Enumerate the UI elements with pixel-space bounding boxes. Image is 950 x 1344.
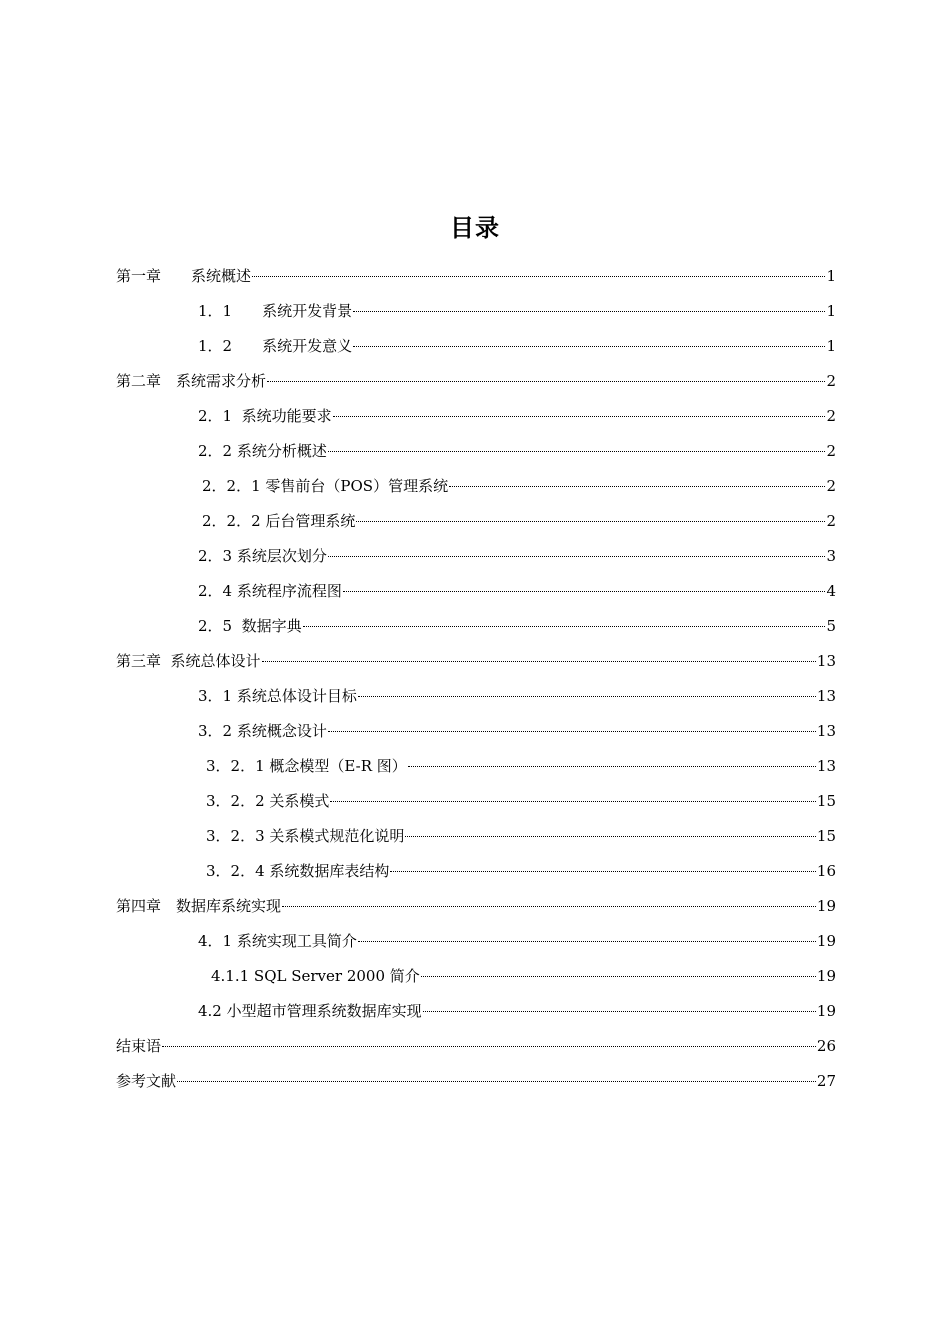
toc-entry-page-number: 3 (826, 547, 836, 565)
toc-entry-chapter-2[interactable] (116, 369, 836, 393)
toc-dot-leader (162, 1046, 816, 1047)
toc-dot-leader (408, 766, 816, 767)
toc-entry-chapter-4[interactable] (116, 894, 836, 918)
toc-entry-4-1[interactable] (198, 929, 836, 953)
toc-entry-page-number: 19 (816, 897, 836, 915)
toc-entry-chapter-1[interactable] (116, 264, 836, 288)
toc-entry-label: 参考文献 (116, 1072, 177, 1090)
toc-entry-label: 2．4 系统程序流程图 (198, 582, 342, 600)
toc-entry-label: 3．1 系统总体设计目标 (198, 687, 357, 705)
toc-entry-page-number: 1 (826, 337, 836, 355)
toc-dot-leader (358, 941, 816, 942)
toc-entry-label: 3．2．1 概念模型（E-R 图） (206, 757, 407, 775)
toc-dot-leader (358, 696, 816, 697)
toc-entry-label: 3．2．3 关系模式规范化说明 (206, 827, 405, 845)
toc-entry-2-5[interactable] (198, 614, 836, 638)
toc-dot-leader (390, 871, 816, 872)
toc-entry-page-number: 15 (816, 792, 836, 810)
toc-entry-page-number: 4 (826, 582, 836, 600)
toc-entry-3-2-4[interactable] (206, 859, 836, 883)
toc-entry-label: 4．1 系统实现工具简介 (198, 932, 357, 950)
toc-entry-label: 4.1.1 SQL Server 2000 简介 (211, 967, 420, 985)
toc-entry-page-number: 15 (816, 827, 836, 845)
toc-dot-leader (303, 626, 826, 627)
toc-entry-label: 2．2．2 后台管理系统 (202, 512, 356, 530)
toc-dot-leader (405, 836, 816, 837)
toc-entry-3-2[interactable] (198, 719, 836, 743)
toc-entry-4-1-1[interactable] (211, 964, 836, 988)
toc-entry-2-1[interactable] (198, 404, 836, 428)
toc-entry-page-number: 13 (816, 652, 836, 670)
toc-dot-leader (177, 1081, 816, 1082)
toc-dot-leader (353, 346, 825, 347)
toc-dot-leader (282, 906, 816, 907)
toc-entry-label: 第一章 系统概述 (116, 267, 252, 285)
toc-entry-2-3[interactable] (198, 544, 836, 568)
toc-dot-leader (267, 381, 825, 382)
toc-entry-label: 1．2 系统开发意义 (198, 337, 353, 355)
toc-dot-leader (343, 591, 826, 592)
toc-entry-2-2-2[interactable] (202, 509, 836, 533)
toc-entry-label: 1．1 系统开发背景 (198, 302, 353, 320)
toc-entry-1-2[interactable] (198, 334, 836, 358)
toc-dot-leader (423, 1011, 816, 1012)
toc-entry-page-number: 13 (816, 687, 836, 705)
toc-entry-label: 2．5 数据字典 (198, 617, 302, 635)
toc-entry-3-2-3[interactable] (206, 824, 836, 848)
toc-entry-label: 结束语 (116, 1037, 162, 1055)
toc-dot-leader (330, 801, 816, 802)
toc-dot-leader (328, 731, 816, 732)
toc-entry-label: 2．2 系统分析概述 (198, 442, 327, 460)
toc-entry-3-1[interactable] (198, 684, 836, 708)
toc-title: 目录 (450, 214, 500, 242)
toc-entry-label: 第二章 系统需求分析 (116, 372, 267, 390)
toc-entry-page-number: 19 (816, 1002, 836, 1020)
toc-entry-page-number: 1 (826, 267, 836, 285)
toc-entry-3-2-1[interactable] (206, 754, 836, 778)
toc-entry-page-number: 1 (826, 302, 836, 320)
toc-dot-leader (333, 416, 826, 417)
toc-entry-page-number: 13 (816, 722, 836, 740)
toc-dot-leader (356, 521, 825, 522)
toc-entry-2-2[interactable] (198, 439, 836, 463)
toc-dot-leader (353, 311, 825, 312)
toc-entry-page-number: 16 (816, 862, 836, 880)
toc-entry-page-number: 27 (816, 1072, 836, 1090)
toc-entry-page-number: 5 (826, 617, 836, 635)
toc-entry-2-2-1[interactable] (202, 474, 836, 498)
toc-entry-3-2-2[interactable] (206, 789, 836, 813)
toc-entry-chapter-3[interactable] (116, 649, 836, 673)
toc-dot-leader (328, 451, 826, 452)
toc-entry-1-1[interactable] (198, 299, 836, 323)
toc-entry-page-number: 13 (816, 757, 836, 775)
toc-entry-2-4[interactable] (198, 579, 836, 603)
toc-dot-leader (421, 976, 816, 977)
toc-entry-label: 3．2．2 关系模式 (206, 792, 330, 810)
toc-entry-label: 2．2．1 零售前台（POS）管理系统 (202, 477, 449, 495)
toc-entry-page-number: 2 (826, 442, 836, 460)
toc-entry-label: 第四章 数据库系统实现 (116, 897, 282, 915)
toc-entry-page-number: 19 (816, 967, 836, 985)
toc-entry-references[interactable] (116, 1069, 836, 1093)
toc-entry-page-number: 19 (816, 932, 836, 950)
toc-entry-label: 3．2 系统概念设计 (198, 722, 327, 740)
toc-dot-leader (252, 276, 825, 277)
toc-entry-page-number: 2 (826, 477, 836, 495)
toc-entry-label: 4.2 小型超市管理系统数据库实现 (198, 1002, 422, 1020)
toc-entry-label: 2．3 系统层次划分 (198, 547, 327, 565)
toc-dot-leader (328, 556, 826, 557)
toc-entry-label: 第三章 系统总体设计 (116, 652, 261, 670)
toc-entry-label: 2．1 系统功能要求 (198, 407, 332, 425)
toc-entry-conclusion[interactable] (116, 1034, 836, 1058)
toc-entry-label: 3．2．4 系统数据库表结构 (206, 862, 390, 880)
toc-entry-page-number: 2 (826, 512, 836, 530)
toc-entry-4-2[interactable] (198, 999, 836, 1023)
toc-entry-page-number: 26 (816, 1037, 836, 1055)
toc-dot-leader (449, 486, 825, 487)
toc-entry-page-number: 2 (826, 372, 836, 390)
toc-entry-page-number: 2 (826, 407, 836, 425)
toc-dot-leader (262, 661, 816, 662)
